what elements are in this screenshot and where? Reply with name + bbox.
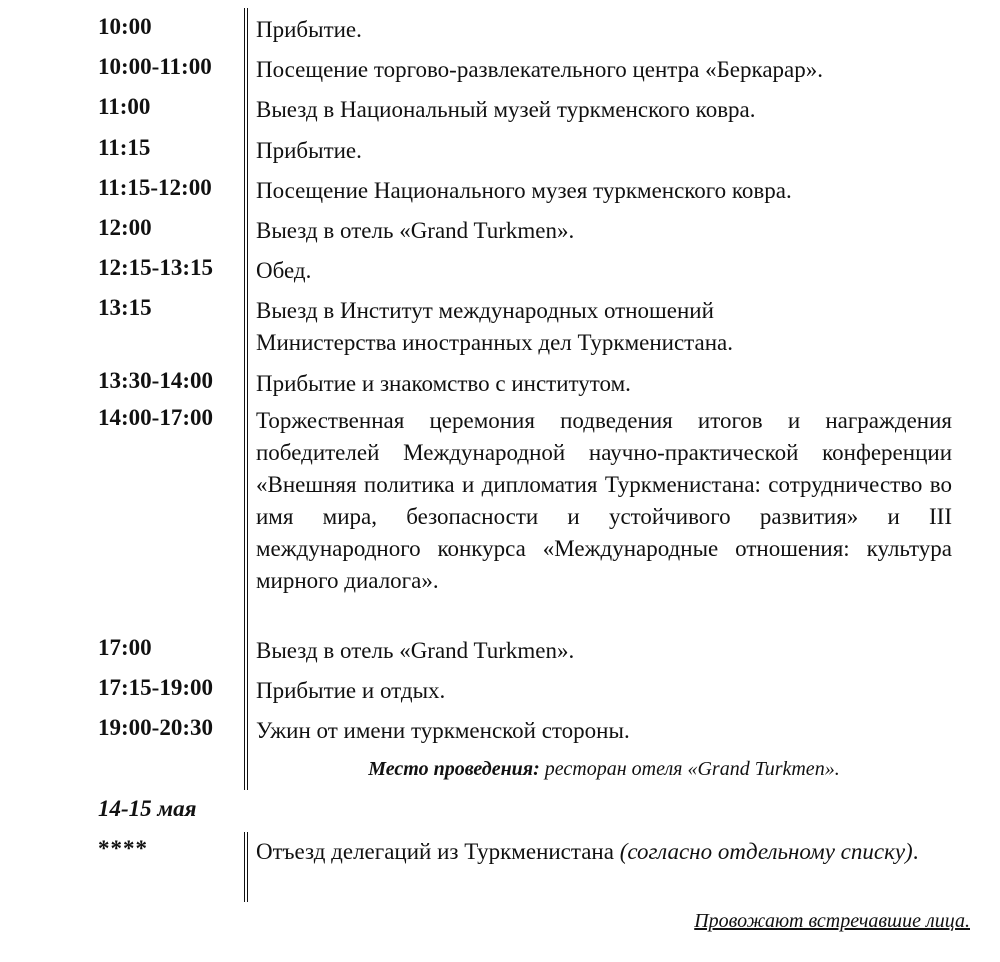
schedule-time: 14:00-17:00 <box>98 405 213 430</box>
schedule-text: Прибытие. <box>256 138 362 163</box>
schedule-text: Посещение Национального музея туркменского ковра. <box>256 178 792 203</box>
venue-note <box>256 757 952 781</box>
schedule-text: Выезд в отель «Grand Turkmen». <box>256 638 575 663</box>
schedule-time: 10:00 <box>98 14 152 39</box>
schedule-text: Прибытие и знакомство с институтом. <box>256 371 631 396</box>
schedule-text: Ужин от имени туркменской стороны. <box>256 718 630 743</box>
venue-label: Место проведения: <box>368 758 540 780</box>
schedule-text: Обед. <box>256 258 312 283</box>
schedule-time: 13:15 <box>98 295 152 320</box>
date-heading: 14-15 мая <box>98 796 197 821</box>
schedule-time: 17:15-19:00 <box>98 675 213 700</box>
departure-note: (согласно отдельному списку) <box>619 839 913 864</box>
schedule-time: 11:00 <box>98 94 151 119</box>
schedule-time: 11:15-12:00 <box>98 175 212 200</box>
schedule-time: 17:00 <box>98 635 152 660</box>
schedule-time: 11:15 <box>98 135 151 160</box>
schedule-text-line: Выезд в Институт международных отношений <box>256 298 714 323</box>
schedule-time: 19:00-20:30 <box>98 715 213 740</box>
table-divider-line <box>244 832 248 902</box>
schedule-time: **** <box>98 836 148 861</box>
schedule-text: Торжественная церемония подведения итогов и награждения победителей Международной научно-практической конференции «Внешняя политика и дипломатия Туркменистана: сотрудничество во имя мира, безопасности и устойчивого развития» и III международного конкурса «Международные отношения: культура мирного диалога». <box>256 408 952 593</box>
schedule-text: Прибытие. <box>256 17 362 42</box>
schedule-time: 10:00-11:00 <box>98 54 212 79</box>
schedule-time: 12:15-13:15 <box>98 255 213 280</box>
schedule-text: Прибытие и отдых. <box>256 678 446 703</box>
schedule-text-line: Министерства иностранных дел Туркменистана. <box>256 330 733 355</box>
schedule-text <box>256 295 952 359</box>
venue-value: ресторан отеля «Grand Turkmen». <box>544 758 840 780</box>
table-divider-line <box>244 8 248 790</box>
schedule-text <box>256 836 952 868</box>
schedule-text: Выезд в отель «Grand Turkmen». <box>256 218 575 243</box>
schedule-text: Выезд в Национальный музей туркменского ковра. <box>256 97 756 122</box>
schedule-time: 12:00 <box>98 215 152 240</box>
schedule-text: Посещение торгово-развлекательного центра «Беркарар». <box>256 57 823 82</box>
escort-note: Провожают встречавшие лица. <box>694 910 970 932</box>
departure-end: . <box>912 839 919 864</box>
schedule-time: 13:30-14:00 <box>98 368 213 393</box>
departure-text: Отъезд делегаций из Туркменистана <box>256 839 614 864</box>
